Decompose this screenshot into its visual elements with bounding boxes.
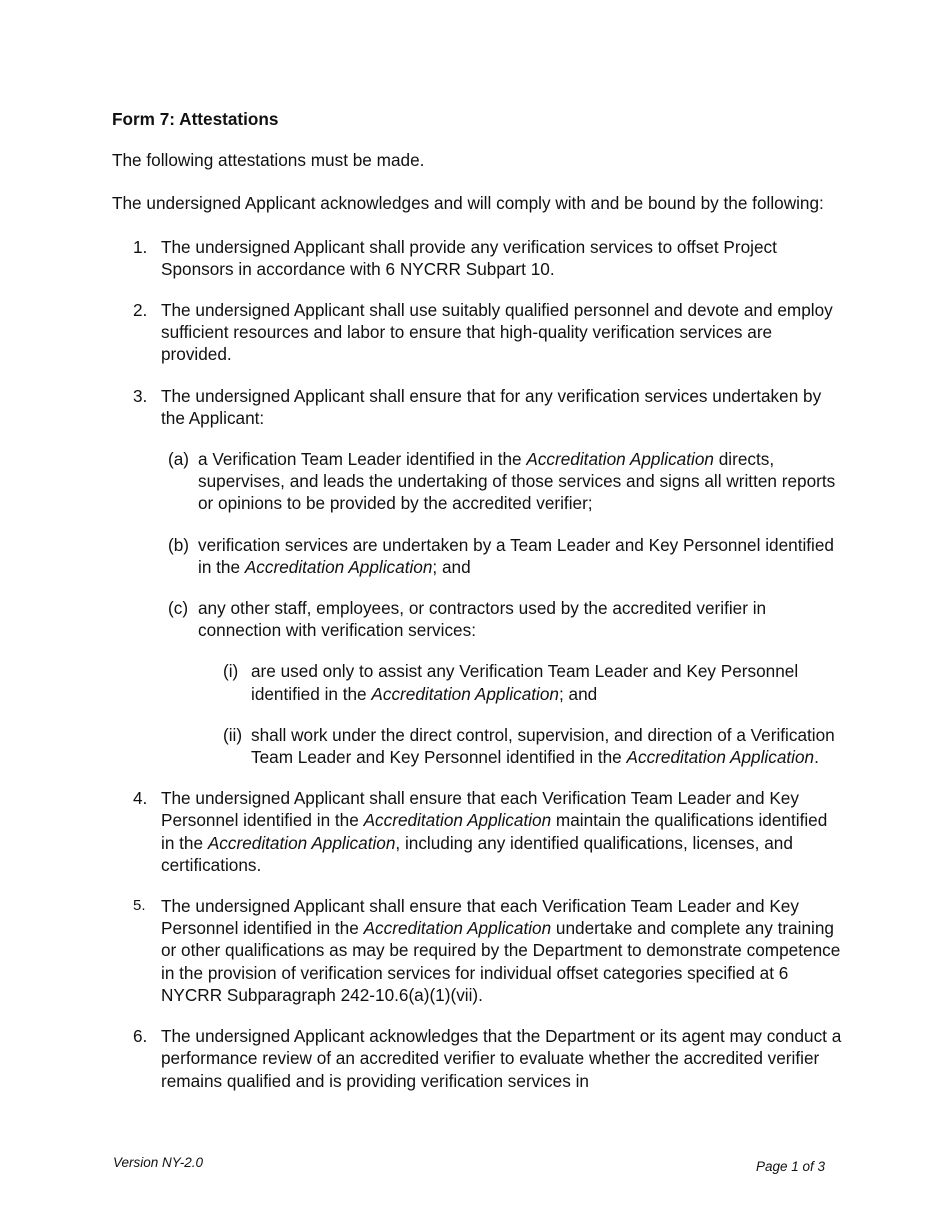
sub-sub-item-label: (ii) <box>223 724 243 745</box>
item-text: The undersigned Applicant shall provide any verification services to offset Project Sponsors in accordance with 6 NYCRR Subpart 10. <box>161 236 777 279</box>
sub-item-text: any other staff, employees, or contractors used by the accredited verifier in connection with verification services: <box>198 598 767 641</box>
item-number: 4. <box>133 788 148 809</box>
item-text: The undersigned Applicant shall ensure that each Verification Team Leader and Key Personnel identified in the Accreditation Application maintain the qualifications identified in the Accreditation Application, including any identified qualifications, licenses, and certifications. <box>161 788 828 875</box>
sub-item-label: (a) <box>168 449 190 470</box>
emphasis-text: Accreditation Application <box>371 683 559 704</box>
item-number: 6. <box>133 1026 148 1047</box>
sub-item-text: verification services are undertaken by a Team Leader and Key Personnel identified in the Accreditation Application; and <box>198 534 834 577</box>
emphasis-text: Accreditation Application <box>626 747 815 768</box>
document-body <box>112 108 842 1111</box>
emphasis-text: Accreditation Application <box>363 918 552 939</box>
attestation-item-1 <box>112 236 842 280</box>
emphasis-text: Accreditation Application <box>207 832 396 853</box>
attestation-item-2 <box>112 299 842 366</box>
intro-paragraph-1: The following attestations must be made. <box>112 150 425 171</box>
item-number: 5. <box>133 897 146 915</box>
item-number: 1. <box>133 236 148 257</box>
sub-sub-item-text: are used only to assist any Verification Team Leader and Key Personnel identified in the Accreditation Application; and <box>251 661 799 704</box>
item-text: The undersigned Applicant acknowledges that the Department or its agent may conduct a performance review of an accredited verifier to evaluate whether the accredited verifier remains qualified and is providing verification services in <box>161 1026 842 1091</box>
item-number: 3. <box>133 385 148 406</box>
attestation-item-3 <box>112 385 842 429</box>
attestation-item-4 <box>112 787 842 876</box>
emphasis-text: Accreditation Application <box>363 810 552 831</box>
emphasis-text: Accreditation Application <box>526 449 714 470</box>
sub-item-a <box>112 448 842 515</box>
intro-paragraph-2: The undersigned Applicant acknowledges and will comply with and be bound by the following: <box>112 193 824 214</box>
attestation-item-5 <box>112 895 842 1006</box>
sub-item-label: (c) <box>168 598 189 619</box>
item-text: The undersigned Applicant shall use suitably qualified personnel and devote and employ sufficient resources and labor to ensure that high-quality verification services are provided. <box>161 300 833 365</box>
sub-sub-item-i <box>112 660 842 704</box>
item-text: The undersigned Applicant shall ensure that for any verification services undertaken by the Applicant: <box>161 385 822 428</box>
attestation-item-6 <box>112 1025 842 1092</box>
emphasis-text: Accreditation Application <box>244 556 433 577</box>
item-number: 2. <box>133 300 148 321</box>
sub-item-label: (b) <box>168 534 190 555</box>
sub-sub-item-text: shall work under the direct control, supervision, and direction of a Verification Team Leader and Key Personnel identified in the Accreditation Application. <box>251 724 835 768</box>
sub-sub-item-ii <box>112 724 842 768</box>
sub-item-c <box>112 597 842 641</box>
item-text: The undersigned Applicant shall ensure that each Verification Team Leader and Key Personnel identified in the Accreditation Application undertake and complete any training or other qualifications as may be required by the Department to demonstrate competence in the provision of verification services for individual offset categories specified at 6 NYCRR Subparagraph 242-10.6(a)(1)(vii). <box>161 896 841 1005</box>
version-label: Version NY-2.0 <box>113 1155 204 1170</box>
page-number: Page 1 of 3 <box>755 1159 825 1174</box>
sub-item-text: a Verification Team Leader identified in the Accreditation Application directs, supervises, and leads the undertaking of those services and signs all written reports or opinions to be provided by the accredited verifier; <box>198 449 836 514</box>
form-title: Form 7: Attestations <box>112 109 279 129</box>
sub-item-b <box>112 534 842 578</box>
sub-sub-item-label: (i) <box>223 661 239 682</box>
